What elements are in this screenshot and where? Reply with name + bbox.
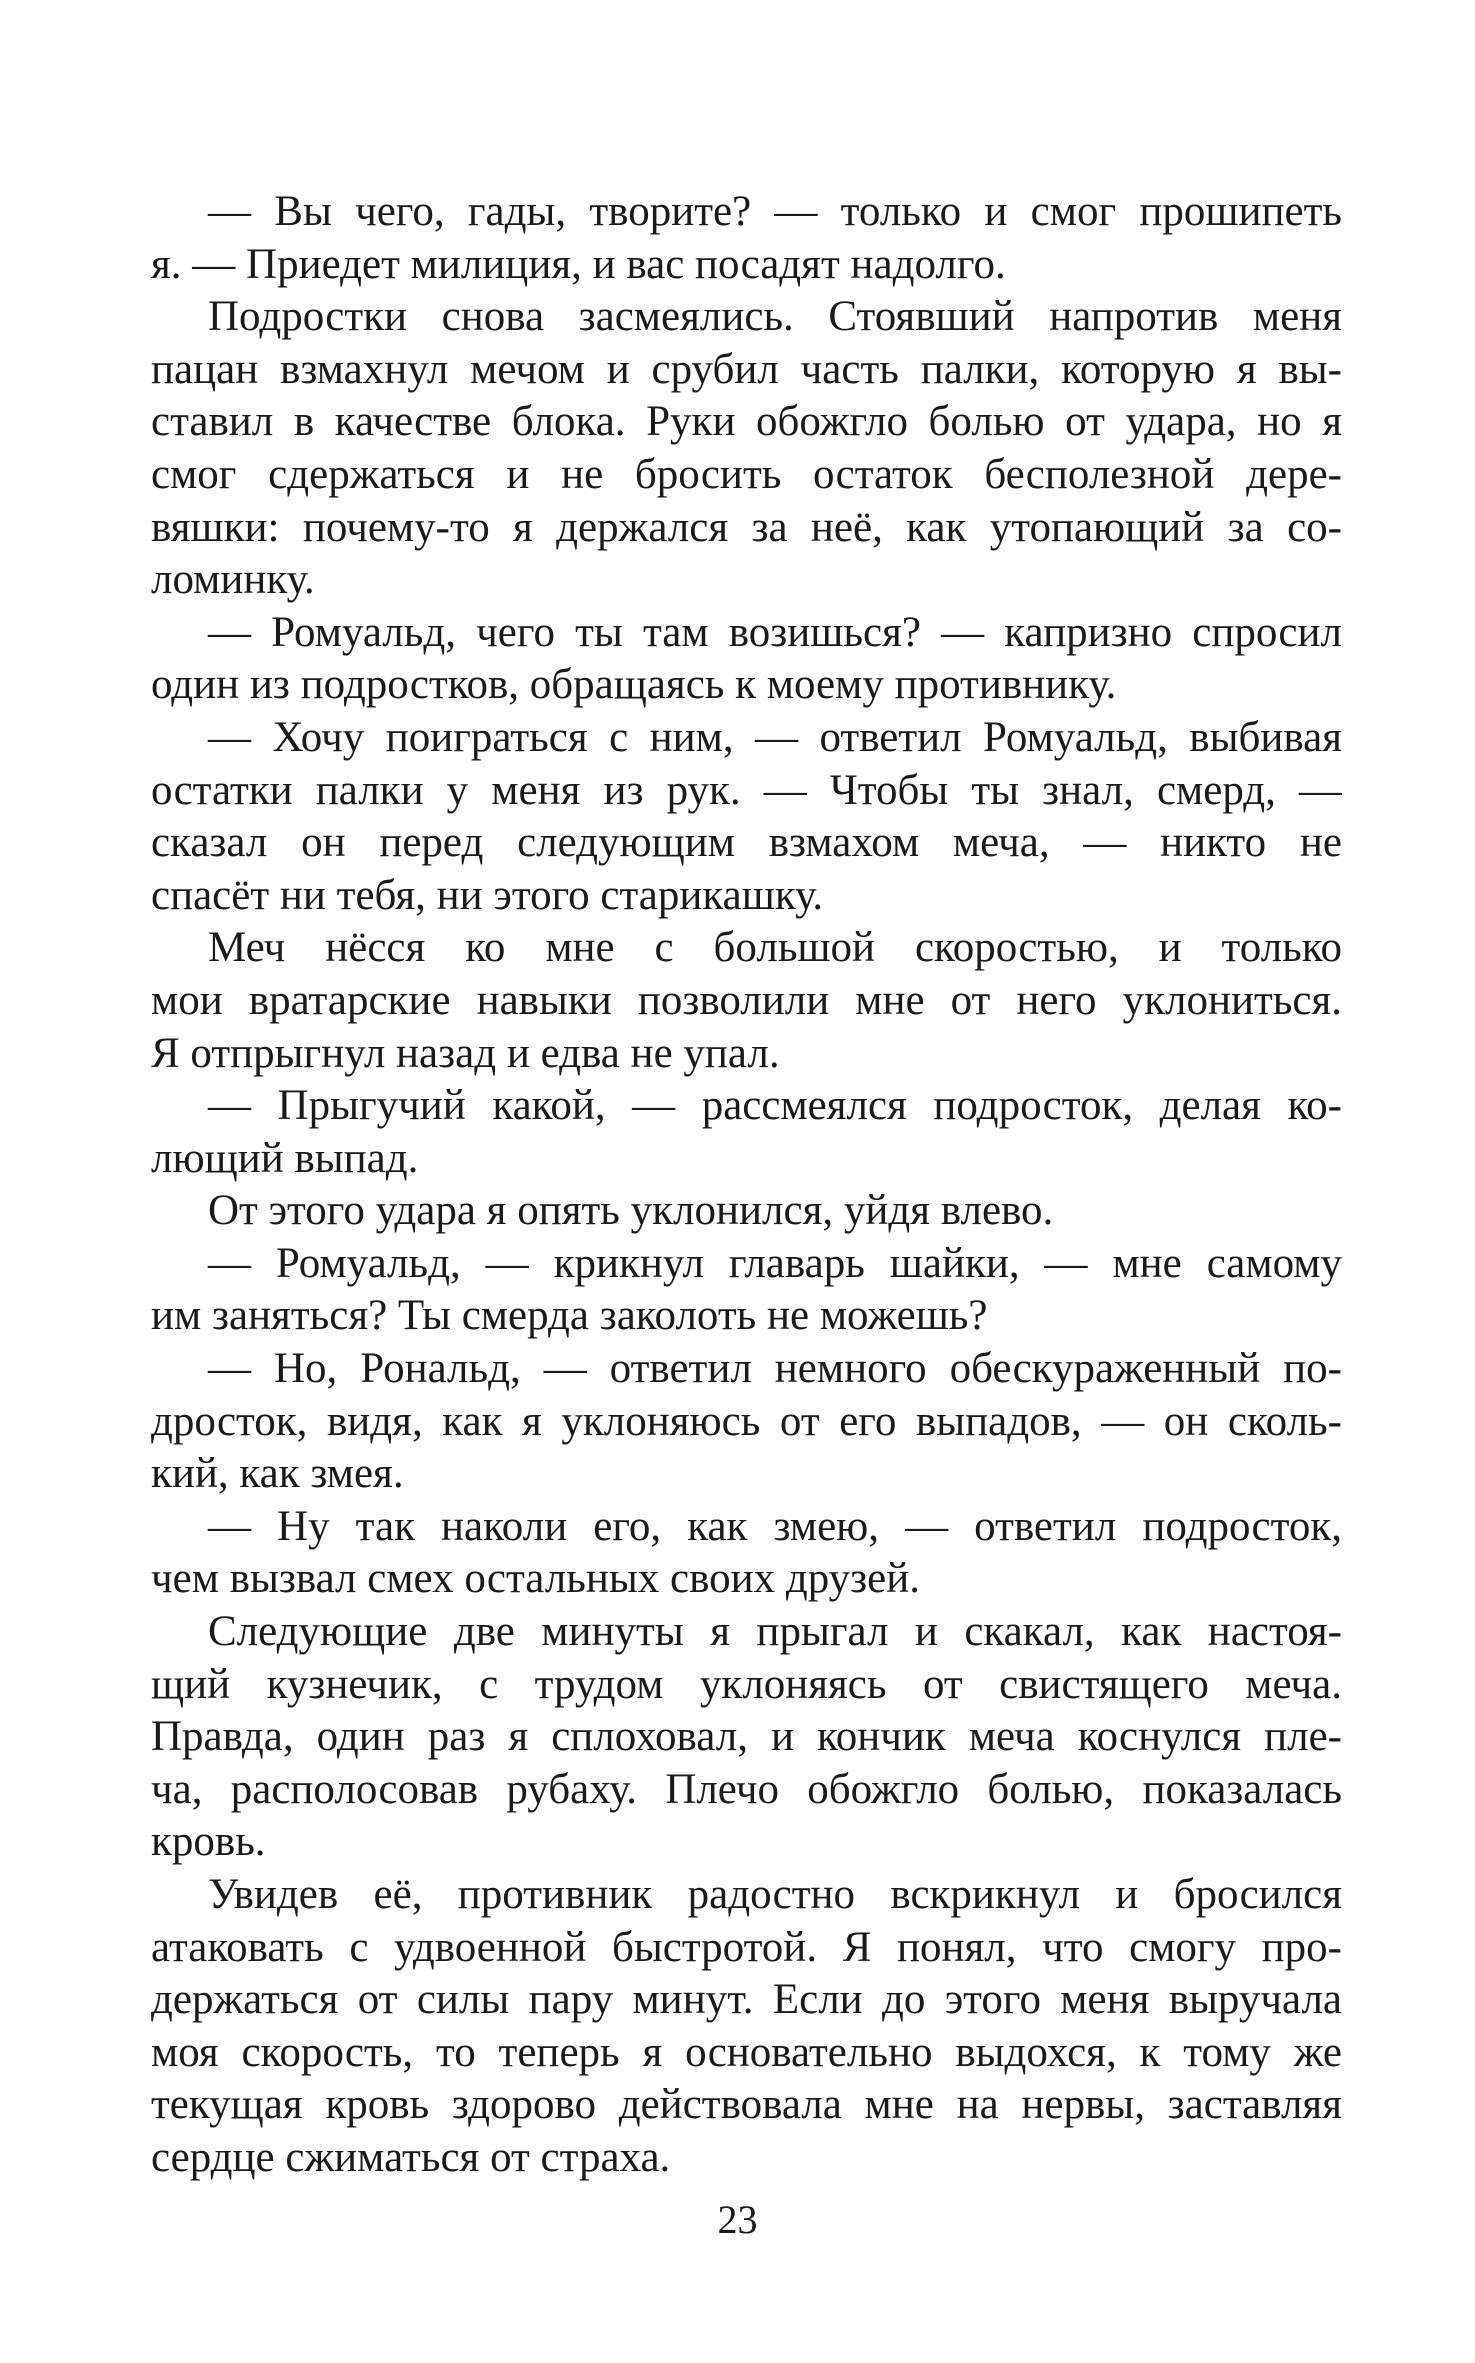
text-line: лющий выпад. — [151, 1134, 419, 1182]
text-line: атаковать с удвоенной быстротой. Я понял, что смогу про- — [151, 1923, 1342, 1971]
text-line: я. — Приедет милиция, и вас посадят надолго. — [151, 240, 1006, 288]
text-line: им заняться? Ты смерда заколоть не можешь? — [151, 1292, 988, 1340]
text-line: ставил в качестве блока. Руки обожгло болью от удара, но я — [151, 398, 1342, 446]
text-line: Подростки снова засмеялись. Стоявший напротив меня — [208, 293, 1342, 341]
text-line: держаться от силы пару минут. Если до этого меня выручала — [151, 1976, 1342, 2024]
page-number: 23 — [717, 2197, 758, 2242]
text-line: Увидев её, противник радостно вскрикнул и бросился — [208, 1871, 1342, 1918]
body-text — [151, 186, 1342, 2185]
text-line: кровь. — [151, 1818, 266, 1866]
text-line: — Ромуальд, чего ты там возишься? — капризно спросил — [208, 608, 1342, 656]
text-line: моя скорость, то теперь я основательно выдохся, к тому же — [151, 2028, 1342, 2076]
text-line: — Но, Рональд, — ответил немного обескураженный по- — [208, 1345, 1342, 1393]
text-line: спасёт ни тебя, ни этого старикашку. — [151, 871, 824, 919]
text-line: — Ромуальд, — крикнул главарь шайки, — мне самому — [208, 1239, 1342, 1287]
text-line: остатки палки у меня из рук. — Чтобы ты знал, смерд, — — [151, 766, 1342, 814]
text-line: чем вызвал смех остальных своих друзей. — [151, 1555, 920, 1603]
text-line: — Хочу поиграться с ним, — ответил Ромуальд, выбивая — [208, 713, 1342, 761]
text-line: Меч нёсся ко мне с большой скоростью, и только — [208, 924, 1342, 972]
text-line: От этого удара я опять уклонился, уйдя влево. — [208, 1187, 1054, 1235]
text-line: Я отпрыгнул назад и едва не упал. — [151, 1029, 780, 1077]
text-line: ча, располосовав рубаху. Плечо обожгло болью, показалась — [151, 1765, 1342, 1813]
text-line: — Прыгучий какой, — рассмеялся подросток, делая ко- — [208, 1082, 1342, 1130]
text-line: щий кузнечик, с трудом уклоняясь от свистящего меча. — [151, 1660, 1342, 1708]
text-line: дросток, видя, как я уклоняюсь от его выпадов, — он сколь- — [151, 1397, 1342, 1445]
text-line: один из подростков, обращаясь к моему противнику. — [151, 661, 1117, 709]
text-line: Правда, один раз я сплоховал, и кончик меча коснулся пле- — [151, 1713, 1342, 1761]
text-line: пацан взмахнул мечом и срубил часть палки, которую я вы- — [151, 345, 1342, 393]
text-line: вяшки: почему-то я держался за неё, как утопающий за со- — [151, 503, 1342, 551]
text-line: текущая кровь здорово действовала мне на нервы, заставляя — [151, 2081, 1342, 2129]
text-line: мои вратарские навыки позволили мне от него уклониться. — [151, 976, 1342, 1024]
text-line: сказал он перед следующим взмахом меча, — никто не — [151, 819, 1342, 867]
text-line: ломинку. — [151, 556, 315, 604]
text-line: кий, как змея. — [151, 1450, 404, 1498]
text-line: сердце сжиматься от страха. — [151, 2133, 671, 2181]
text-line: — Вы чего, гады, творите? — только и смог прошипеть — [208, 188, 1342, 235]
text-line: — Ну так наколи его, как змею, — ответил подросток, — [208, 1502, 1342, 1550]
text-line: смог сдержаться и не бросить остаток бесполезной дере- — [151, 450, 1342, 498]
text-line: Следующие две минуты я прыгал и скакал, как настоя- — [208, 1608, 1342, 1656]
